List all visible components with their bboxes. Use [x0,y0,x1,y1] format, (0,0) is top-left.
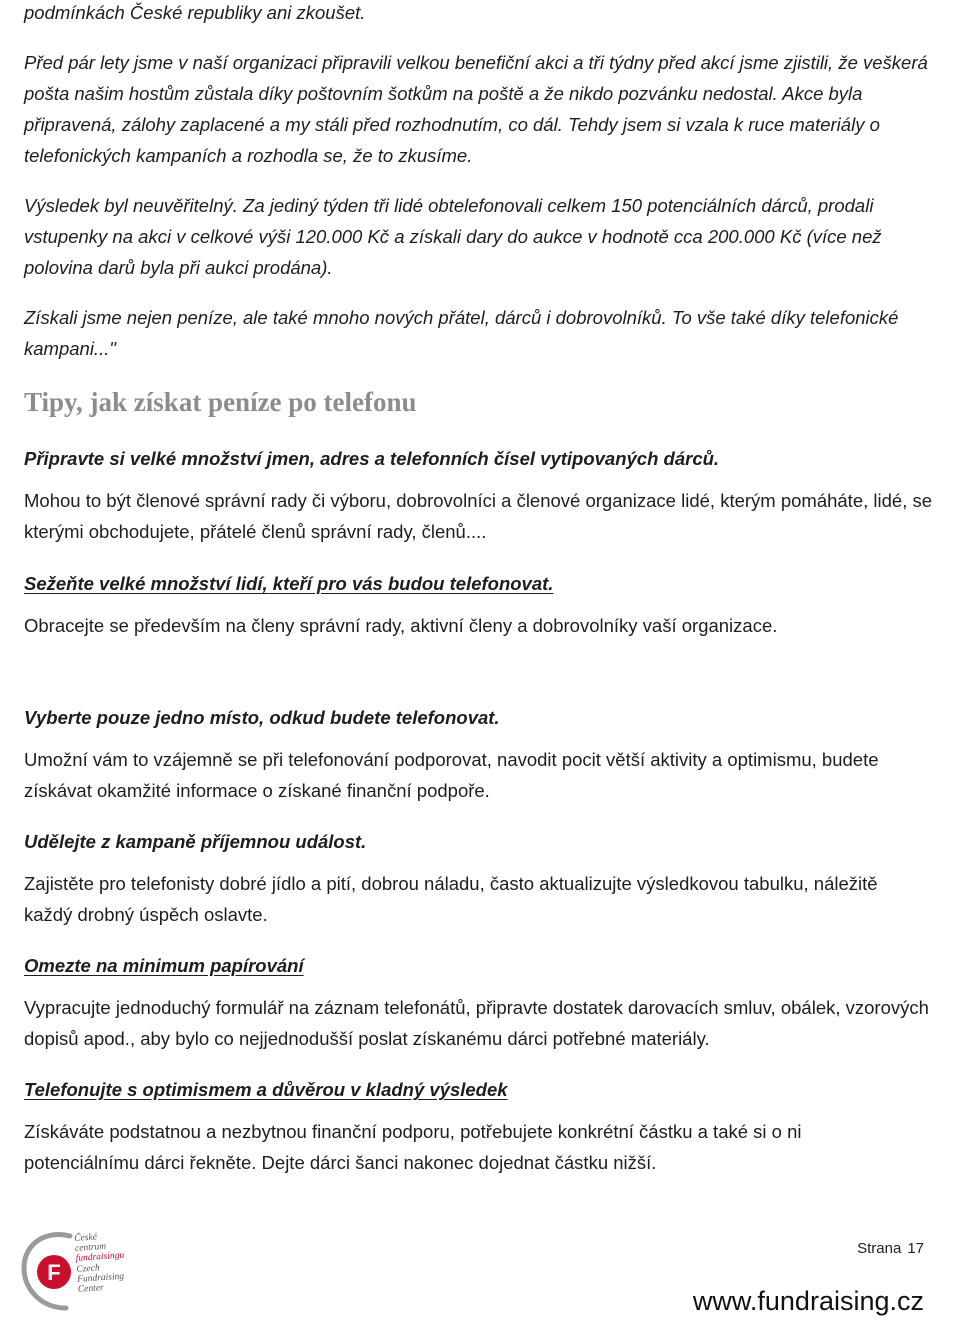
tip-heading-6: Telefonujte s optimismem a důvěrou v kladný výsledek [24,1079,508,1100]
logo-line: Czech [76,1262,100,1275]
logo-letter: F [47,1260,61,1285]
section-heading: Tipy, jak získat peníze po telefonu [24,387,417,417]
tip-text-3: Umožní vám to vzájemně se při telefonování podporovat, navodit pocit větší aktivity a optimismu, budete získávat okamžité informace o získané finanční podpoře. [24,749,879,801]
logo-line: Center [77,1283,105,1295]
paragraph-conclusion: Získali jsme nejen peníze, ale také mnoho nových přátel, dárců i dobrovolníků. To vše také díky telefonické kampani..." [24,307,899,359]
page-number [857,1240,924,1257]
footer-url-link[interactable]: www.fundraising.cz [692,1286,924,1316]
logo-line: centrum [74,1242,107,1255]
logo-line: fundraisingu [75,1250,125,1265]
logo-line: Fundraising [76,1271,125,1285]
paragraph-intro-end: podmínkách České republiky ani zkoušet. [24,2,366,23]
page-label: Strana [857,1240,902,1257]
tip-text-5: Vypracujte jednoduchý formulář na záznam telefonátů, připravte dostatek darovacích smluv, obálek, vzorových dopisů apod., aby bylo co nejjednodušší poslat získanému dárci potřebné materiály. [24,997,929,1049]
logo-wordmark [74,1231,127,1295]
tip-heading-5: Omezte na minimum papírování [24,955,304,976]
tip-heading-1: Připravte si velké množství jmen, adres a telefonních čísel vytipovaných dárců. [24,448,720,469]
tip-text-2: Obracejte se především na členy správní rady, aktivní členy a dobrovolníky vaší organizace. [24,615,778,636]
tip-heading-3: Vyberte pouze jedno místo, odkud budete telefonovat. [24,707,500,728]
tip-heading-2: Sežeňte velké množství lidí, kteří pro vás budou telefonovat. [24,573,554,594]
tip-text-1: Mohou to být členové správní rady či výboru, dobrovolníci a členové organizace lidé, kterým pomáháte, lidé, se kterými obchodujete, přátelé členů správní rady, členů.... [24,490,933,542]
tip-text-6: Získáváte podstatnou a nezbytnou finanční podporu, potřebujete konkrétní částku a také si o ni potenciálnímu dárci řekněte. Dejte dárci šanci nakonec dojednat částku nižší. [24,1121,802,1173]
paragraph-story: Před pár lety jsme v naší organizaci připravili velkou benefiční akci a tři týdny před akcí jsme zjistili, že veškerá pošta našim hostům zůstala díky poštovním šotkům na poště a že nikdo pozvánku nedostal. Akce byla připravená, zálohy zaplacené a my stáli před rozhodnutím, co dál. Tehdy jsem si vzala k ruce materiály o telefonických kampaních a rozhodla se, že to zkusíme. [24,52,928,166]
logo-line: České [74,1232,98,1244]
tip-text-4: Zajistěte pro telefonisty dobré jídlo a pití, dobrou náladu, často aktualizujte výsledkovou tabulku, náležitě každý drobný úspěch oslavte. [24,873,878,925]
page-number-value: 17 [907,1240,924,1257]
paragraph-result: Výsledek byl neuvěřitelný. Za jediný týden tři lidé obtelefonovali celkem 150 potenciálních dárců, prodali vstupenky na akci v celkové výši 120.000 Kč a získali dary do aukce v hodnotě cca 200.000 Kč (více než polovina darů byla při aukci prodána). [24,195,882,278]
tip-heading-4: Udělejte z kampaně příjemnou událost. [24,831,367,852]
